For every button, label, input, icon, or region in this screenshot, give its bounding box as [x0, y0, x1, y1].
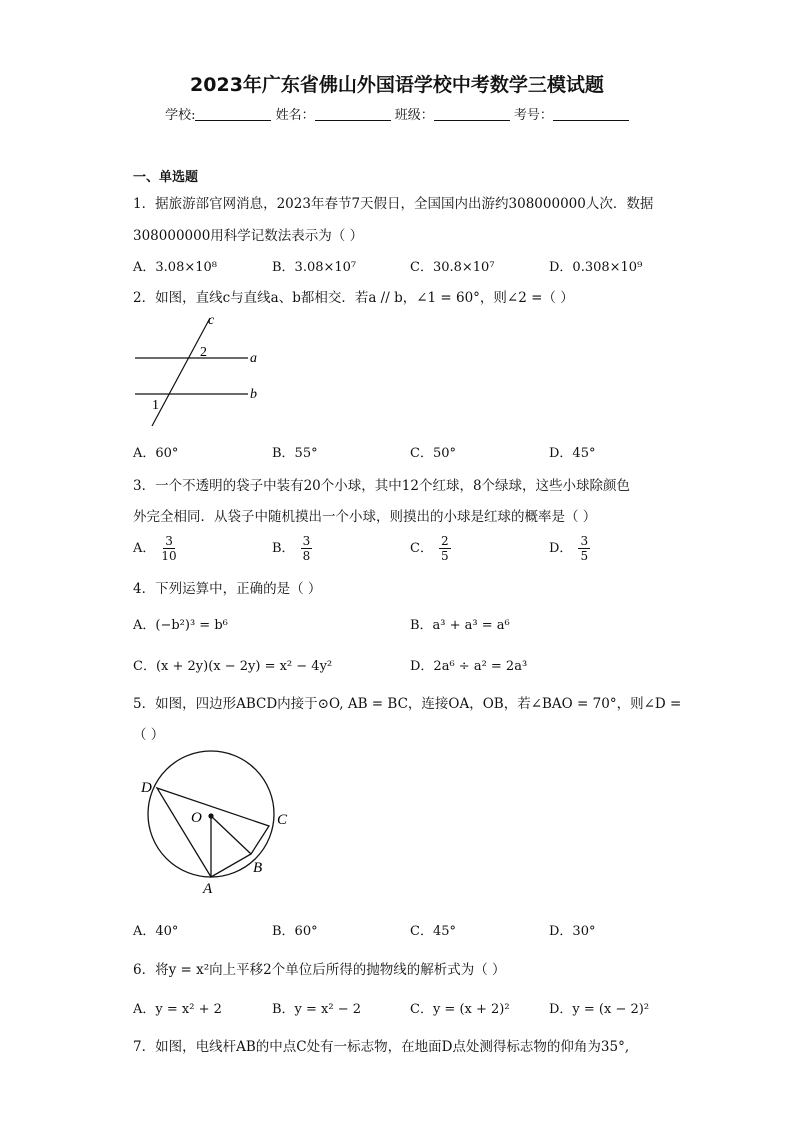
q3-option-d-fraction [578, 534, 590, 563]
angle-2-label: 2 [200, 345, 207, 360]
q3-option-a-fraction [161, 534, 176, 563]
q1-option-d[interactable]: D．0.308×10⁹ [549, 260, 643, 275]
q5-option-d[interactable]: D．30° [549, 924, 596, 939]
label-b: b [250, 387, 257, 402]
fraction-numerator: 2 [440, 534, 449, 548]
parallel-lines-figure [130, 310, 270, 430]
question-5-line-2: （ ） [133, 727, 165, 743]
q2-option-a[interactable]: A．60° [133, 446, 179, 461]
school-label: 学校: [165, 108, 196, 123]
q5-option-a[interactable]: A．40° [133, 924, 179, 939]
section-heading: 一、单选题 [133, 170, 199, 185]
question-3-line-1: 3．一个不透明的袋子中装有20个小球，其中12个红球，8个绿球，这些小球除颜色 [133, 478, 631, 494]
inscribed-quadrilateral-figure [135, 748, 295, 898]
fraction-numerator: 3 [165, 534, 173, 548]
label-B: B [253, 860, 263, 876]
label-O: O [191, 810, 202, 826]
label-A: A [203, 881, 213, 897]
q3-option-d[interactable] [549, 534, 590, 563]
question-1-line-2: 308000000用科学记数法表示为（ ） [133, 228, 364, 244]
name-blank[interactable] [315, 108, 391, 121]
q3-option-a[interactable] [133, 534, 177, 563]
q5-option-b[interactable]: B．60° [272, 924, 318, 939]
question-4-stem: 4．下列运算中，正确的是（ ） [133, 581, 322, 597]
q4-option-b[interactable]: B．a³ + a³ = a⁶ [410, 618, 510, 633]
q3-option-b-letter: B． [272, 541, 295, 556]
fraction-numerator: 3 [302, 534, 311, 548]
q1-option-a[interactable]: A．3.08×10⁸ [133, 260, 217, 275]
question-1-line-1: 1．据旅游部官网消息，2023年春节7天假日，全国国内出游约308000000人次．数据 [133, 196, 654, 212]
q4-option-c[interactable]: C．(x + 2y)(x − 2y) = x² − 4y² [133, 659, 333, 674]
q3-option-d-letter: D． [549, 541, 573, 556]
question-6-stem: 6．将y = x²向上平移2个单位后所得的抛物线的解析式为（ ） [133, 962, 506, 978]
q2-option-d[interactable]: D．45° [549, 446, 596, 461]
fraction-denominator: 5 [580, 549, 589, 563]
q3-option-a-letter: A． [133, 541, 156, 556]
q3-option-c[interactable] [410, 534, 451, 563]
q5-option-c[interactable]: C．45° [410, 924, 456, 939]
q3-option-b-fraction [301, 534, 313, 563]
name-label: 姓名： [275, 108, 315, 123]
q3-option-c-letter: C． [410, 541, 433, 556]
q3-option-b[interactable] [272, 534, 312, 563]
question-3-line-2: 外完全相同．从袋子中随机摸出一个小球，则摸出的小球是红球的概率是（ ） [133, 509, 597, 525]
q2-option-b[interactable]: B．55° [272, 446, 318, 461]
student-info-row [0, 104, 794, 123]
question-7-line-1: 7．如图，电线杆AB的中点C处有一标志物，在地面D点处测得标志物的仰角为35°, [133, 1039, 630, 1055]
q4-option-d[interactable]: D．2a⁶ ÷ a² = 2a³ [410, 659, 528, 674]
class-blank[interactable] [434, 108, 510, 121]
q3-option-c-fraction [439, 534, 451, 563]
q6-option-d[interactable]: D．y = (x − 2)² [549, 1002, 650, 1017]
label-a: a [250, 351, 257, 366]
q1-option-b[interactable]: B．3.08×10⁷ [272, 260, 357, 275]
fraction-denominator: 8 [302, 549, 311, 563]
label-C: C [277, 812, 288, 828]
angle-1-label: 1 [152, 398, 159, 413]
fraction-denominator: 10 [161, 549, 177, 563]
q1-option-c[interactable]: C．30.8×10⁷ [410, 260, 495, 275]
question-5-line-1: 5．如图，四边形ABCD内接于⊙O, AB = BC，连接OA，OB，若∠BAO = 70°，则∠D = [133, 696, 682, 712]
q6-option-b[interactable]: B．y = x² − 2 [272, 1002, 362, 1017]
exam-number-blank[interactable] [553, 108, 629, 121]
label-D: D [141, 780, 152, 796]
class-label: 班级： [394, 108, 434, 123]
q4-option-a[interactable]: A．(−b²)³ = b⁶ [133, 618, 228, 633]
q6-option-c[interactable]: C．y = (x + 2)² [410, 1002, 510, 1017]
school-blank[interactable] [195, 108, 271, 121]
q2-option-c[interactable]: C．50° [410, 446, 456, 461]
q6-option-a[interactable]: A．y = x² + 2 [133, 1002, 222, 1017]
fraction-numerator: 3 [580, 534, 589, 548]
fraction-denominator: 5 [440, 549, 449, 563]
page-title: 2023年广东省佛山外国语学校中考数学三模试题 [190, 74, 604, 96]
exam-number-label: 考号： [513, 108, 553, 123]
question-2-stem: 2．如图，直线c与直线a、b都相交．若a // b，∠1 = 60°，则∠2 =（ ） [133, 290, 574, 306]
label-c: c [208, 313, 215, 328]
